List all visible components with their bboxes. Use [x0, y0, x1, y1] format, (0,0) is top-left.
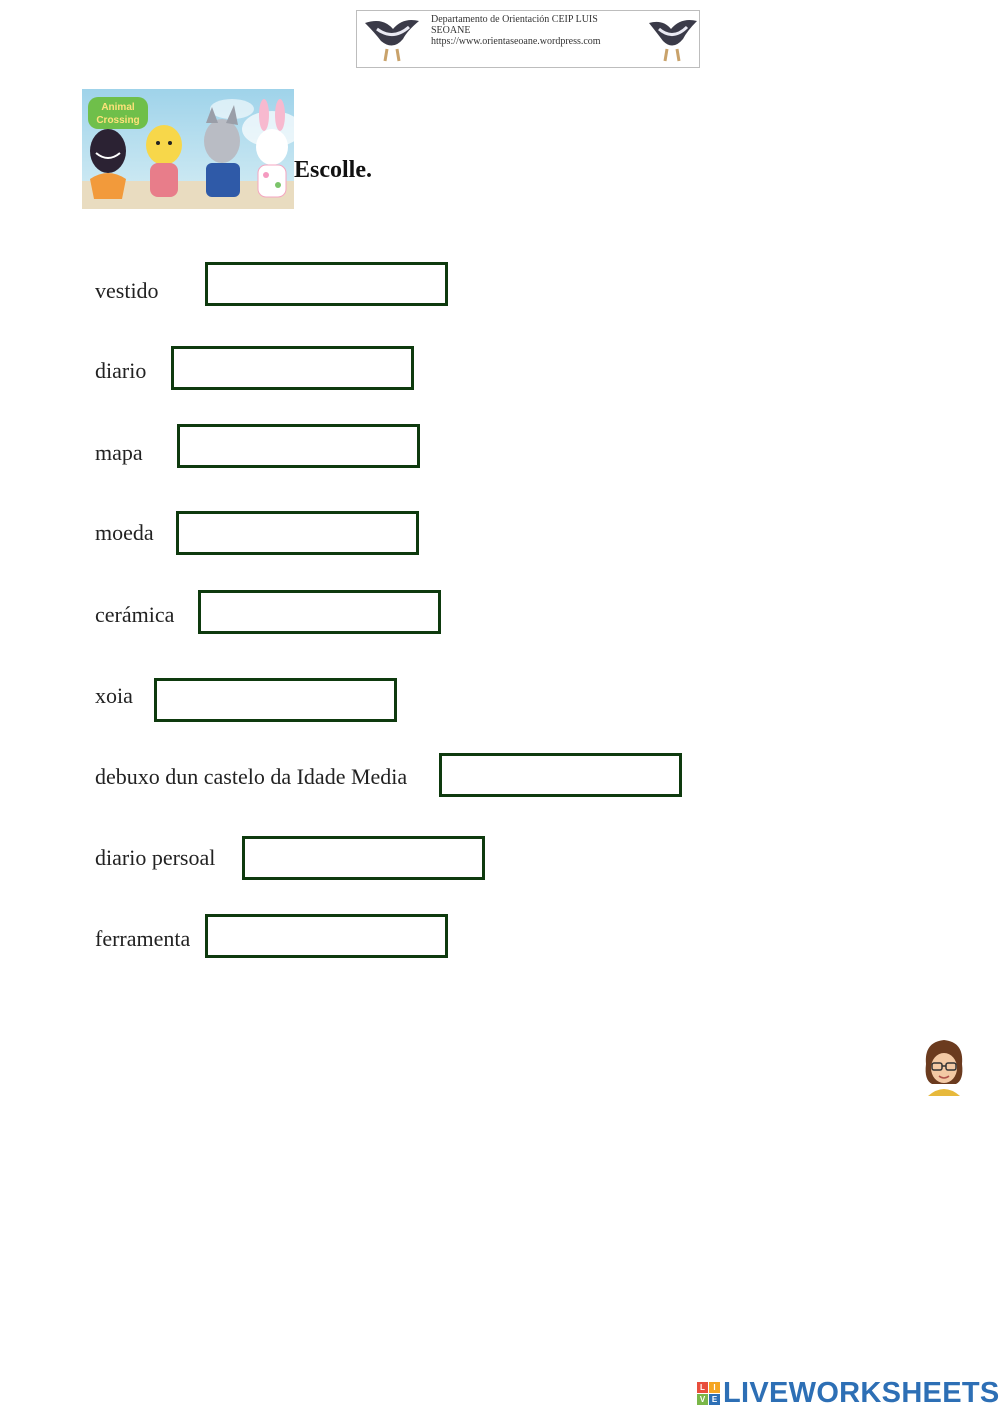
animal-crossing-image	[82, 89, 294, 209]
brand-name: LIVEWORKSHEETS	[723, 1376, 1000, 1409]
liveworksheets-logo	[697, 1376, 1000, 1410]
header-line-1: Departamento de Orientación CEIP LUIS	[431, 14, 598, 25]
item-label-vestido: vestido	[95, 278, 159, 303]
item-label-mapa: mapa	[95, 440, 143, 465]
answer-dropdown-ferramenta[interactable]	[205, 914, 448, 958]
logo-grid-icon: L I V E	[697, 1382, 720, 1405]
teacher-avatar	[916, 1034, 972, 1100]
bird-icon	[363, 15, 423, 65]
item-label-ferramenta: ferramenta	[95, 926, 191, 951]
answer-dropdown-debuxo[interactable]	[439, 753, 682, 797]
answer-dropdown-vestido[interactable]	[205, 262, 448, 306]
item-label-diario-persoal: diario persoal	[95, 845, 216, 870]
item-label-diario: diario	[95, 358, 147, 383]
item-label-ceramica: cerámica	[95, 602, 175, 627]
answer-dropdown-ceramica[interactable]	[198, 590, 441, 634]
answer-dropdown-xoia[interactable]	[154, 678, 397, 722]
answer-dropdown-diario[interactable]	[171, 346, 414, 390]
header-line-2: SEOANE	[431, 25, 471, 36]
header-line-3: https://www.orientaseoane.wordpress.com	[431, 36, 601, 47]
item-label-xoia: xoia	[95, 683, 133, 708]
item-label-moeda: moeda	[95, 520, 154, 545]
answer-dropdown-mapa[interactable]	[177, 424, 420, 468]
item-label-debuxo: debuxo dun castelo da Idade Media	[95, 764, 408, 789]
logo-text-2: Crossing	[96, 115, 140, 126]
answer-dropdown-diario-persoal[interactable]	[242, 836, 485, 880]
bird-icon	[647, 15, 699, 65]
page-title: Escolle.	[294, 157, 372, 183]
logo-text-1: Animal	[101, 102, 135, 113]
school-header-logo	[356, 10, 700, 68]
answer-dropdown-moeda[interactable]	[176, 511, 419, 555]
